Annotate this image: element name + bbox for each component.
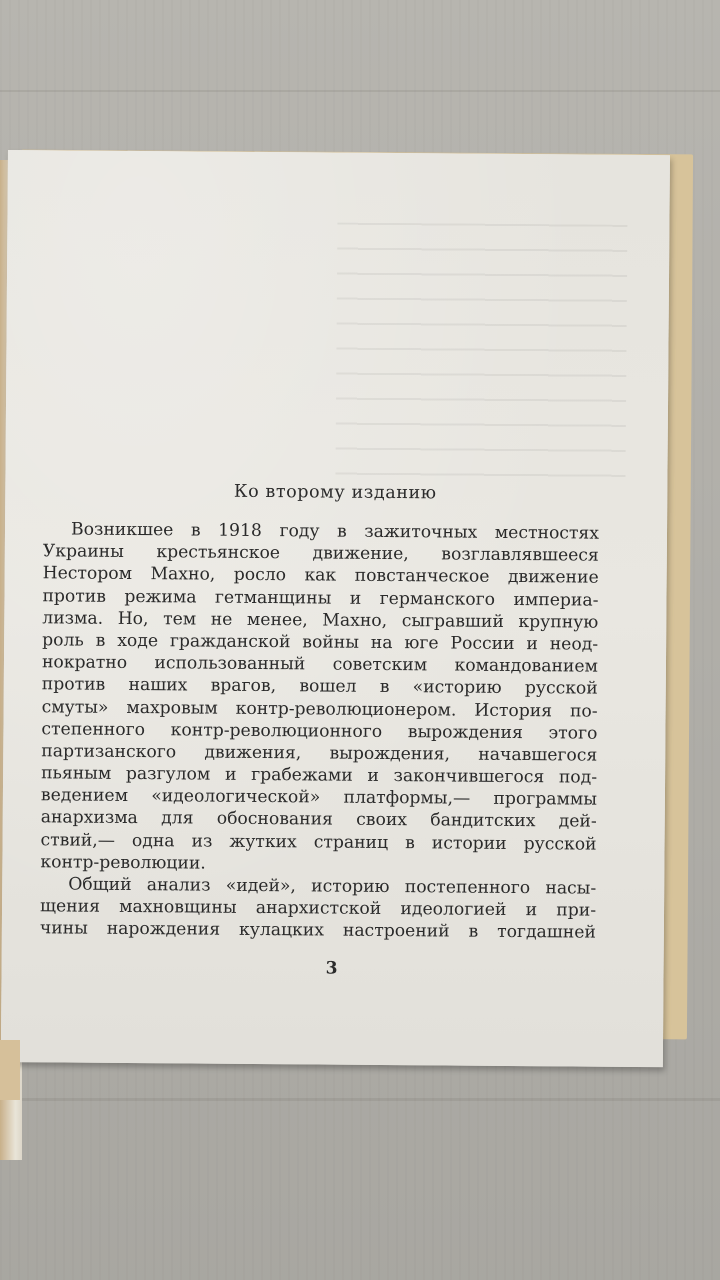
section-heading: Ко второму изданию — [233, 481, 437, 504]
text-line: чины нарождения кулацких настроений в тогдашней — [39, 918, 596, 944]
text-line: Возникшее в 1918 году в зажиточных местностях — [70, 519, 600, 544]
lower-book-edge — [0, 1040, 20, 1100]
text-line: против режима гетманщины и германского империа- — [42, 585, 599, 611]
cardboard-crease — [0, 1098, 720, 1101]
text-line: ствий,— одна из жутких страниц в истории русской — [40, 829, 597, 855]
text-line: щения махновщины анархистской идеологией и при- — [39, 896, 597, 921]
text-line: контр-революции. — [40, 852, 206, 874]
body-text — [40, 518, 599, 944]
show-through-text — [335, 223, 627, 485]
text-line: роль в ходе гражданской войны на юге России и неод- — [42, 630, 599, 655]
cardboard-crease — [0, 90, 720, 92]
text-line: против наших врагов, вошел в «историю русской — [41, 674, 598, 699]
text-line: пьяным разгулом и грабежами и закончившегося под- — [41, 763, 598, 788]
text-line: Нестором Махно, росло как повстанческое движение — [42, 563, 599, 589]
book-page — [1, 150, 670, 1067]
text-line: партизанского движения, вырождения, начавшегося — [41, 741, 598, 766]
text-line: Украины крестьянское движение, возглавлявшееся — [42, 541, 599, 566]
text-line: лизма. Но, тем не менее, Махно, сыгравший крупную — [42, 608, 599, 633]
text-line: Общий анализ «идей», историю постепенного насы- — [68, 874, 597, 899]
text-line: анархизма для обоснования своих бандитских дей- — [40, 807, 597, 833]
book — [0, 150, 690, 1070]
text-line: смуты» махровым контр-революционером. История по- — [41, 696, 598, 722]
page-number: 3 — [325, 958, 338, 979]
text-line: ведением «идеологической» платформы,— программы — [40, 785, 597, 810]
text-line: нократно использованный советским командованием — [41, 652, 599, 677]
text-line: степенного контр-революционного вырождения этого — [41, 718, 598, 744]
